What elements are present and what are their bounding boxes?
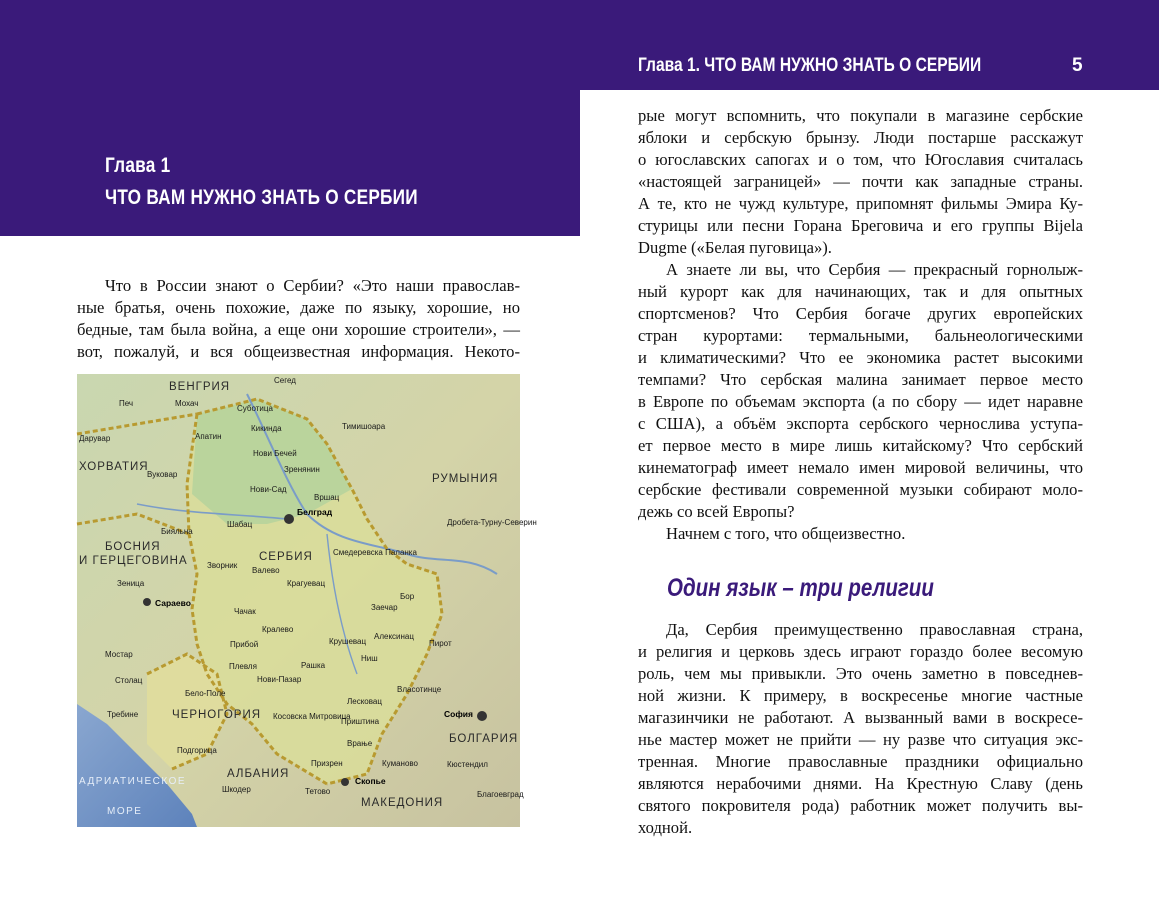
chapter-title	[105, 150, 418, 214]
city-label: Призрен	[311, 759, 343, 768]
text-line: роль, чем мы привыкли. Это очень заметно в повседнев-	[638, 664, 1083, 683]
text-line: яблоки и сербскую брынзу. Люди постарше расскажут	[638, 128, 1083, 147]
section-heading: Один язык – три религии	[667, 574, 934, 602]
city-label: Мохач	[175, 399, 199, 408]
text-line: магазинчики не работают. А вызванный вами в воскресе-	[638, 708, 1083, 727]
text-line: спортсменов? Что Сербия богаче других европейских	[638, 304, 1083, 323]
city-label: Дробета-Турну-Северин	[447, 518, 537, 527]
label-albania: АЛБАНИЯ	[227, 768, 290, 780]
label-montenegro: ЧЕРНОГОРИЯ	[172, 709, 262, 721]
city-label: Чачак	[234, 607, 256, 616]
text-line: ный курорт как для начинающих, так и для опытных	[638, 282, 1083, 301]
text-line: Да, Сербия преимущественно православная страна,	[666, 620, 1083, 639]
city-label: Сегед	[274, 376, 296, 385]
city-label: Зренянин	[284, 465, 320, 474]
city-label: Мостар	[105, 650, 133, 659]
text-line: рые могут вспомнить, что покупали в магазине сербские	[638, 106, 1083, 125]
city-label: Бияльна	[161, 527, 193, 536]
city-label: Кралево	[262, 625, 294, 634]
city-label: Вуковар	[147, 470, 178, 479]
city-label: Апатин	[195, 432, 222, 441]
city-label: Вршац	[314, 493, 340, 502]
chapter-number: Глава 1	[105, 154, 171, 177]
text-line: «настоящей заграницей» — почти как западные страны.	[638, 172, 1083, 191]
label-herzegovina: И ГЕРЦЕГОВИНА	[79, 555, 188, 567]
text-line: А те, кто не чужд культуре, припомнят фильмы Эмира Ку-	[638, 194, 1083, 213]
text-line: ходной.	[638, 818, 693, 837]
text-line: Что в России знают о Сербии? «Это наши православ-	[105, 276, 520, 295]
text-line: о югославских сапогах и о том, что Югославия считалась	[638, 150, 1083, 169]
capital-belgrade: Белград	[297, 507, 333, 517]
city-label: Врање	[347, 739, 373, 748]
label-romania: РУМЫНИЯ	[432, 473, 499, 485]
capital-skopje: Скопье	[355, 776, 386, 786]
city-label: Крушевац	[329, 637, 367, 646]
text-line: и климатическими? Что ее экономика растет высокими	[638, 348, 1083, 367]
city-label: Косовска Митровица	[273, 712, 351, 721]
text-line: Dugme («Белая пуговица»).	[638, 238, 832, 257]
city-label: Кюстендил	[447, 760, 488, 769]
text-line: святого покровителя рода) работник может получить вы-	[638, 796, 1083, 815]
city-label: Крагуевац	[287, 579, 326, 588]
city-label: Валево	[252, 566, 280, 575]
city-label: Плевля	[229, 662, 257, 671]
text-line: сербские фестивали современной музыки собирают моло-	[638, 480, 1083, 499]
text-line: ет первое место в мире лишь китайскому? Что сербский	[638, 436, 1083, 455]
label-hungary: ВЕНГРИЯ	[169, 381, 231, 393]
city-label: Алексинац	[374, 632, 414, 641]
city-label: Кикинда	[251, 424, 282, 433]
text-line: вот, пожалуй, и вся общеизвестная информация. Некото-	[77, 342, 520, 361]
label-serbia: СЕРБИЯ	[259, 551, 313, 563]
text-line: нье мастер может не прийти — ну разве что ситуация экс-	[638, 730, 1083, 749]
page-number: 5	[1072, 55, 1083, 76]
city-label: Прибой	[230, 640, 259, 649]
running-head: Глава 1. ЧТО ВАМ НУЖНО ЗНАТЬ О СЕРБИИ	[638, 55, 982, 76]
city-label: Ниш	[361, 654, 378, 663]
text-line: Начнем с того, что общеизвестно.	[666, 524, 906, 543]
city-label: Влаcотинце	[397, 685, 442, 694]
city-label: Благоевград	[477, 790, 524, 799]
label-croatia: ХОРВАТИЯ	[79, 461, 149, 473]
city-label: Рашка	[301, 661, 326, 670]
city-label: Нови-Пазар	[257, 675, 302, 684]
label-bosnia: БОСНИЯ	[105, 541, 161, 553]
text-line: дежь со всей Европы?	[638, 502, 795, 521]
text-line: стран курортами: термальными, бальнеологическими	[638, 326, 1083, 345]
city-label: Нови Бечей	[253, 449, 297, 458]
text-line: бедные, там была война, а еще они хорошие строители», —	[77, 320, 520, 339]
city-label: Зеница	[117, 579, 145, 588]
capital-marker	[341, 778, 349, 786]
city-label: Бело-Поле	[185, 689, 226, 698]
city-label: Заечар	[371, 603, 398, 612]
map-of-serbia	[77, 374, 537, 827]
city-label: Смедеревска Паланка	[333, 548, 417, 557]
capital-sofia: София	[444, 709, 473, 719]
map-graphic	[77, 374, 537, 827]
text-line: и религия и церковь здесь играют гораздо более весомую	[638, 642, 1083, 661]
city-label: Зворник	[207, 561, 238, 570]
text-line: являются нерабочими днями. На Крестную Славу (день	[638, 774, 1083, 793]
city-label: Пирот	[429, 639, 452, 648]
capital-marker	[477, 711, 487, 721]
text-line: темпами? Что сербская малина занимает первое место	[638, 370, 1083, 389]
city-label: Нови-Сад	[250, 485, 287, 494]
city-label: Приштина	[341, 717, 380, 726]
city-label: Шабац	[227, 520, 253, 529]
city-label: Тимишоара	[342, 422, 386, 431]
city-label: Лесковац	[347, 697, 382, 706]
text-line: с США), а объём экспорта сербского чернослива уступа-	[638, 414, 1083, 433]
city-label: Бор	[400, 592, 415, 601]
capital-marker	[284, 514, 294, 524]
capital-sarajevo: Сараево	[155, 598, 191, 608]
label-sea-1: АДРИАТИЧЕСКОЕ	[79, 776, 187, 787]
city-label: Требине	[107, 710, 139, 719]
city-label: Суботица	[237, 404, 273, 413]
text-line: А знаете ли вы, что Сербия — прекрасный горнолыж-	[666, 260, 1083, 279]
city-label: Дарувар	[79, 434, 111, 443]
city-label: Печ	[119, 399, 134, 408]
city-label: Столац	[115, 676, 143, 685]
text-line: кинематограф имеет немало имен мировой величины, что	[638, 458, 1083, 477]
city-label: Куманово	[382, 759, 418, 768]
text-line: стурицы или песни Горана Бреговича и его группы Bijela	[638, 216, 1083, 235]
chapter-name: ЧТО ВАМ НУЖНО ЗНАТЬ О СЕРБИИ	[105, 186, 418, 209]
text-line: в Европе по объемам экспорта (а по сбору — идет наравне	[638, 392, 1083, 411]
label-bulgaria: БОЛГАРИЯ	[449, 733, 519, 745]
capital-marker	[143, 598, 151, 606]
city-label: Тетово	[305, 787, 331, 796]
text-line: ные братья, очень похожие, даже по языку, хорошие, но	[77, 298, 520, 317]
city-label: Подгорица	[177, 746, 217, 755]
city-label: Шкодер	[222, 785, 251, 794]
label-macedonia: МАКЕДОНИЯ	[361, 797, 444, 809]
label-sea-2: МОРЕ	[107, 806, 143, 817]
text-line: тренная. Многие православные праздники официально	[638, 752, 1083, 771]
text-line: ной жизни. К примеру, в воскресенье многие частные	[638, 686, 1083, 705]
